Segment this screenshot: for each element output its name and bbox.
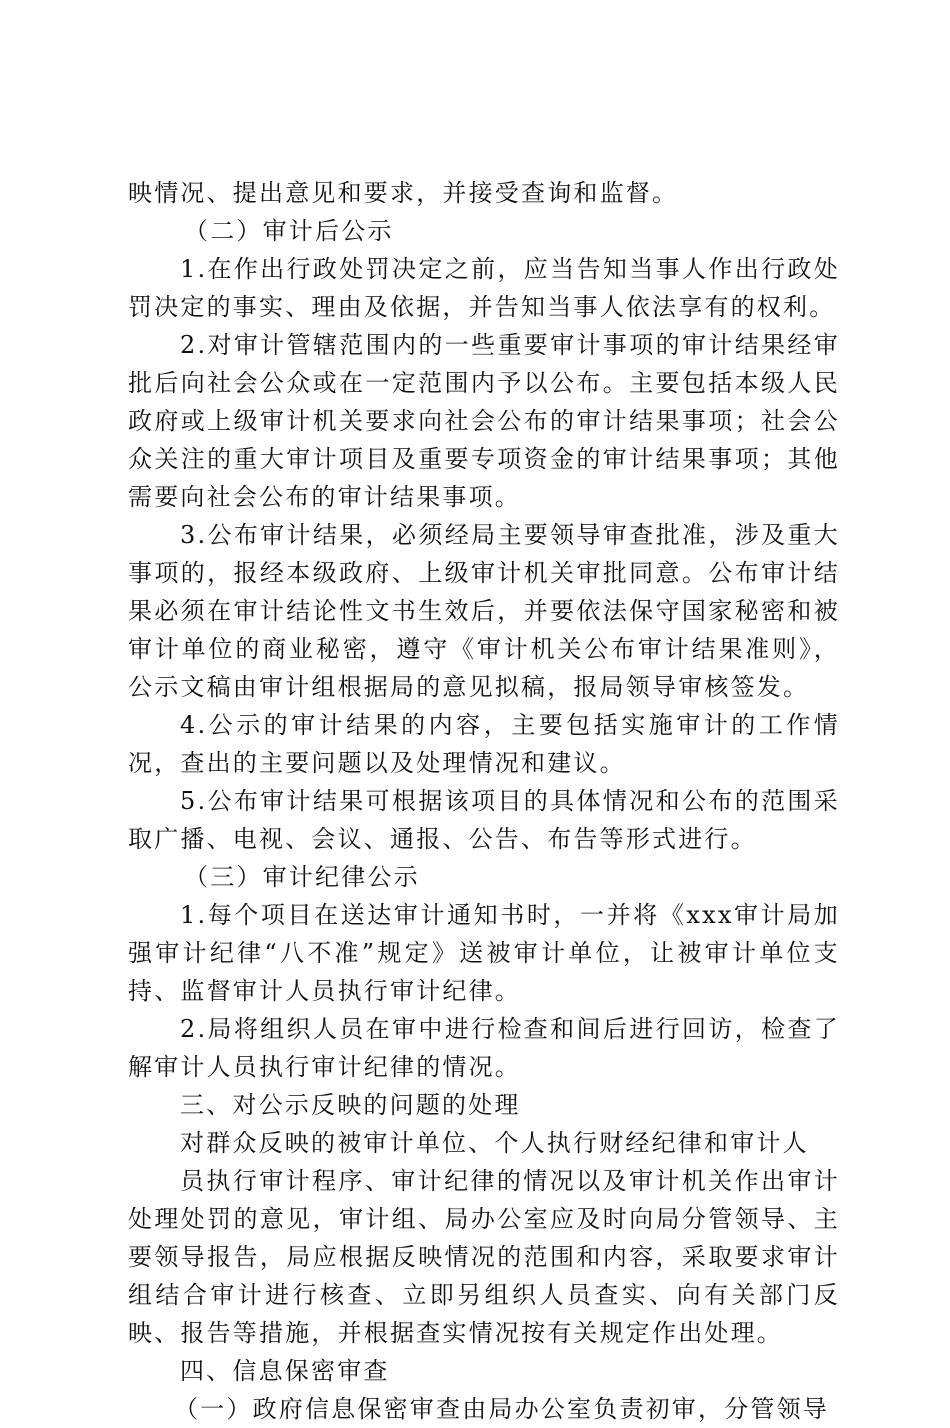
paragraph-handling-body: 员执行审计程序、审计纪律的情况以及审计机关作出审计处理处罚的意见，审计组、局办公室应及时向局分管领导、主要领导报告，局应根据反映情况的范围和内容，采取要求审计组结合审计进行核查、立即另组织人员查实、向有关部门反映、报告等措施，并根据查实情况按有关规定作出处理。 [128,1167,840,1347]
paragraph-handling-first-line: 对群众反映的被审计单位、个人执行财经纪律和审计人 [180,1129,809,1157]
section-heading-post-audit: （二）审计后公示 [184,217,394,245]
paragraph-item-4: 4.公示的审计结果的内容，主要包括实施审计的工作情况，查出的主要问题以及处理情况和建议。 [128,711,840,777]
paragraph-item-1: 1.在作出行政处罚决定之前，应当告知当事人作出行政处罚决定的事实、理由及依据，并告知当事人依法享有的权利。 [128,255,840,321]
paragraph-discipline-1: 1.每个项目在送达审计通知书时，一并将《xxx审计局加强审计纪律“八不准”规定》送被审计单位，让被审计单位支持、监督审计人员执行审计纪律。 [128,901,840,1005]
paragraph-continuation: 映情况、提出意见和要求，并接受查询和监督。 [128,179,679,207]
section-heading-confidentiality: 四、信息保密审查 [180,1357,390,1385]
paragraph-item-5: 5.公布审计结果可根据该项目的具体情况和公布的范围采取广播、电视、会议、通报、公告、布告等形式进行。 [128,787,840,853]
paragraph-item-3: 3.公布审计结果，必须经局主要领导审查批准，涉及重大事项的，报经本级政府、上级审计机关审批同意。公布审计结果必须在审计结论性文书生效后，并要依法保守国家秘密和被审计单位的商业秘密，遵守《审计机关公布审计结果准则》，公示文稿由审计组根据局的意见拟稿，报局领导审核签发。 [128,521,840,701]
section-heading-discipline: （三）审计纪律公示 [184,863,420,891]
section-heading-handling: 三、对公示反映的问题的处理 [180,1091,521,1119]
paragraph-confidentiality-1: （一）政府信息保密审查由局办公室负责初审，分管领导 [174,1395,829,1423]
paragraph-item-2: 2.对审计管辖范围内的一些重要审计事项的审计结果经审批后向社会公众或在一定范围内予以公布。主要包括本级人民政府或上级审计机关要求向社会公布的审计结果事项；社会公众关注的重大审计项目及重要专项资金的审计结果事项；其他需要向社会公布的审计结果事项。 [128,331,840,511]
paragraph-discipline-2: 2.局将组织人员在审中进行检查和间后进行回访，检查了解审计人员执行审计纪律的情况。 [128,1015,840,1081]
document-body [128,174,840,1428]
